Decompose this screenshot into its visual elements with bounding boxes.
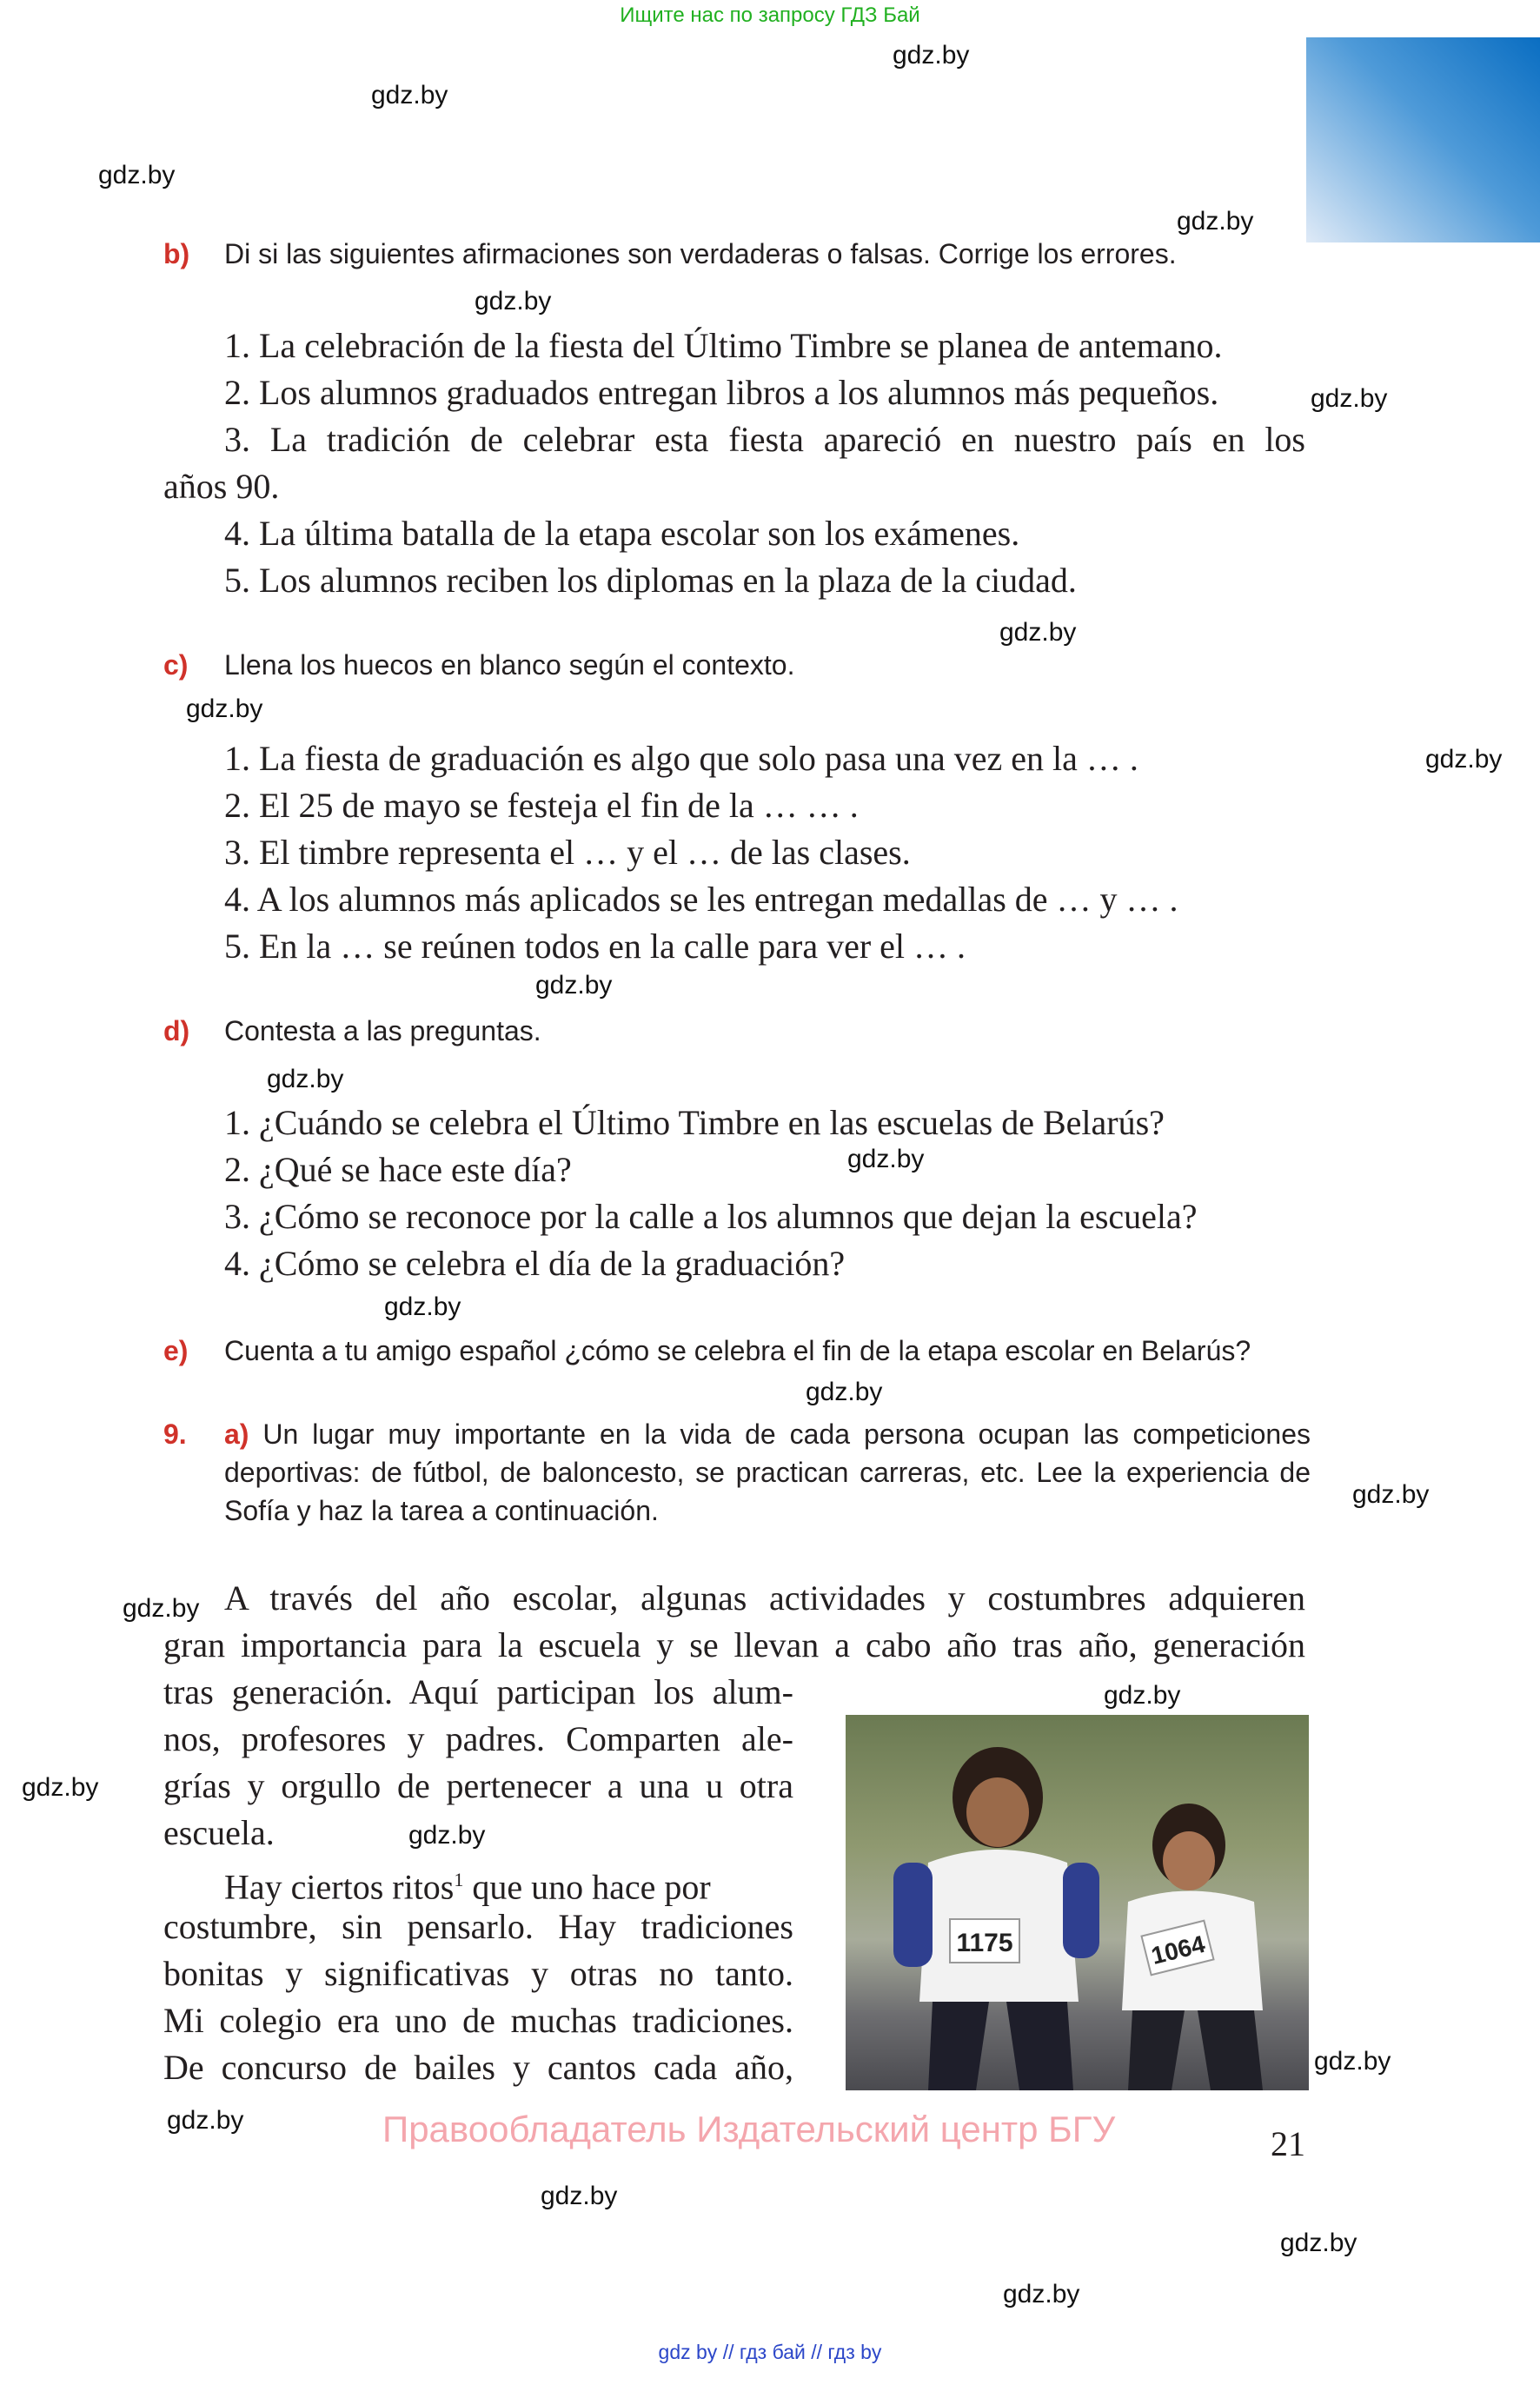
watermark: gdz.by xyxy=(371,81,448,110)
watermark: gdz.by xyxy=(893,41,970,70)
list-item-continuation: años 90. xyxy=(163,467,280,506)
list-item: 3. El timbre representa el … y el … de las clases. xyxy=(224,833,911,872)
watermark: gdz.by xyxy=(999,618,1077,647)
reading-line-ritos xyxy=(224,1857,793,1910)
reading-line: bonitas y significativas y otras no tanto. xyxy=(163,1954,793,1993)
list-item: 3. ¿Cómo se reconoce por la calle a los alumnos que dejan la escuela? xyxy=(224,1197,1198,1236)
watermark: gdz.by xyxy=(98,161,176,189)
watermark: gdz.by xyxy=(1352,1480,1430,1509)
reading-line: grías y orgullo de pertenecer a una u otra xyxy=(163,1766,793,1805)
list-item: 3. La tradición de celebrar esta fiesta apareció en nuestro país en los xyxy=(224,420,1305,459)
footnote-mark: 1 xyxy=(454,1869,464,1890)
list-item: 4. ¿Cómo se celebra el día de la graduación? xyxy=(224,1244,846,1283)
watermark: gdz.by xyxy=(1314,2047,1391,2076)
reading-text: que uno hace por xyxy=(463,1867,711,1907)
watermark: gdz.by xyxy=(1177,207,1254,236)
list-item: 5. En la … se reúnen todos en la calle para ver el … . xyxy=(224,927,966,966)
reading-line: Mi colegio era uno de muchas tradiciones. xyxy=(163,2001,793,2040)
copyright-notice: Правообладатель Издательский центр БГУ xyxy=(382,2109,1116,2149)
reading-line: nos, profesores y padres. Comparten ale- xyxy=(163,1719,793,1758)
corner-color-tab xyxy=(1306,37,1540,242)
exercise-instruction: Contesta a las preguntas. xyxy=(224,1015,541,1046)
exercise-instruction: Cuenta a tu amigo español ¿cómo se celebra el fin de la etapa escolar en Belarús? xyxy=(224,1335,1251,1366)
exercise-instruction: Di si las siguientes afirmaciones son verdaderas o falsas. Corrige los errores. xyxy=(224,238,1177,269)
exercise-letter: d) xyxy=(163,1015,190,1046)
running-girls-photo xyxy=(846,1715,1309,2090)
reading-line: costumbre, sin pensarlo. Hay tradiciones xyxy=(163,1907,793,1946)
watermark: gdz.by xyxy=(847,1145,925,1173)
exercise-number: 9. xyxy=(163,1418,187,1450)
watermark: gdz.by xyxy=(806,1378,883,1406)
exercise-9-text xyxy=(224,1415,1311,1530)
watermark: gdz.by xyxy=(408,1821,486,1850)
reading-text: Hay ciertos ritos xyxy=(224,1867,455,1907)
exercise-letter: a) xyxy=(224,1418,249,1450)
list-item: 1. La fiesta de graduación es algo que solo pasa una vez en la … . xyxy=(224,739,1138,778)
bottom-links-banner: gdz by // гдз бай // гдз by xyxy=(658,2341,882,2363)
watermark: gdz.by xyxy=(186,694,263,723)
watermark: gdz.by xyxy=(1311,384,1388,413)
watermark: gdz.by xyxy=(1003,2280,1080,2309)
race-bib-number: 1175 xyxy=(956,1929,1013,1957)
watermark: gdz.by xyxy=(22,1773,99,1802)
exercise-letter: e) xyxy=(163,1335,189,1366)
list-item: 2. El 25 de mayo se festeja el fin de la … … . xyxy=(224,786,859,825)
reading-line: escuela. xyxy=(163,1813,275,1852)
watermark: gdz.by xyxy=(1104,1681,1181,1710)
watermark: gdz.by xyxy=(1425,745,1503,774)
watermark: gdz.by xyxy=(535,971,613,1000)
list-item: 1. ¿Cuándo se celebra el Último Timbre en las escuelas de Belarús? xyxy=(224,1103,1165,1142)
watermark: gdz.by xyxy=(267,1065,344,1093)
top-search-banner: Ищите нас по запросу ГДЗ Бай xyxy=(620,3,920,27)
list-item: 2. ¿Qué se hace este día? xyxy=(224,1150,572,1189)
list-item: 2. Los alumnos graduados entregan libros a los alumnos más pequeños. xyxy=(224,373,1219,412)
exercise-letter: b) xyxy=(163,238,190,269)
page-number: 21 xyxy=(1271,2124,1305,2163)
reading-line: gran importancia para la escuela y se llevan a cabo año tras año, generación xyxy=(163,1625,1305,1664)
exercise-instruction: Llena los huecos en blanco según el contexto. xyxy=(224,649,795,681)
reading-line: tras generación. Aquí participan los alum- xyxy=(163,1672,793,1711)
watermark: gdz.by xyxy=(123,1594,200,1623)
reading-line: De concurso de bailes y cantos cada año, xyxy=(163,2048,793,2087)
list-item: 4. La última batalla de la etapa escolar son los exámenes. xyxy=(224,514,1020,553)
list-item: 1. La celebración de la fiesta del Último Timbre se planea de antemano. xyxy=(224,326,1223,365)
watermark: gdz.by xyxy=(541,2182,618,2210)
exercise-letter: c) xyxy=(163,649,189,681)
watermark: gdz.by xyxy=(167,2106,244,2135)
watermark: gdz.by xyxy=(475,287,552,316)
list-item: 5. Los alumnos reciben los diplomas en la plaza de la ciudad. xyxy=(224,561,1077,600)
watermark: gdz.by xyxy=(1280,2229,1357,2257)
reading-line: A través del año escolar, algunas actividades y costumbres adquieren xyxy=(224,1578,1305,1618)
list-item: 4. A los alumnos más aplicados se les entregan medallas de … y … . xyxy=(224,880,1178,919)
exercise-instruction: Un lugar muy importante en la vida de cada persona ocupan las competiciones deportivas: de fútbol, de baloncesto, se practican carreras, etc. Lee la experiencia de Sofía y haz la tarea a continuación. xyxy=(224,1418,1311,1526)
race-bib-number: 1064 xyxy=(1148,1930,1208,1970)
watermark: gdz.by xyxy=(384,1292,461,1321)
